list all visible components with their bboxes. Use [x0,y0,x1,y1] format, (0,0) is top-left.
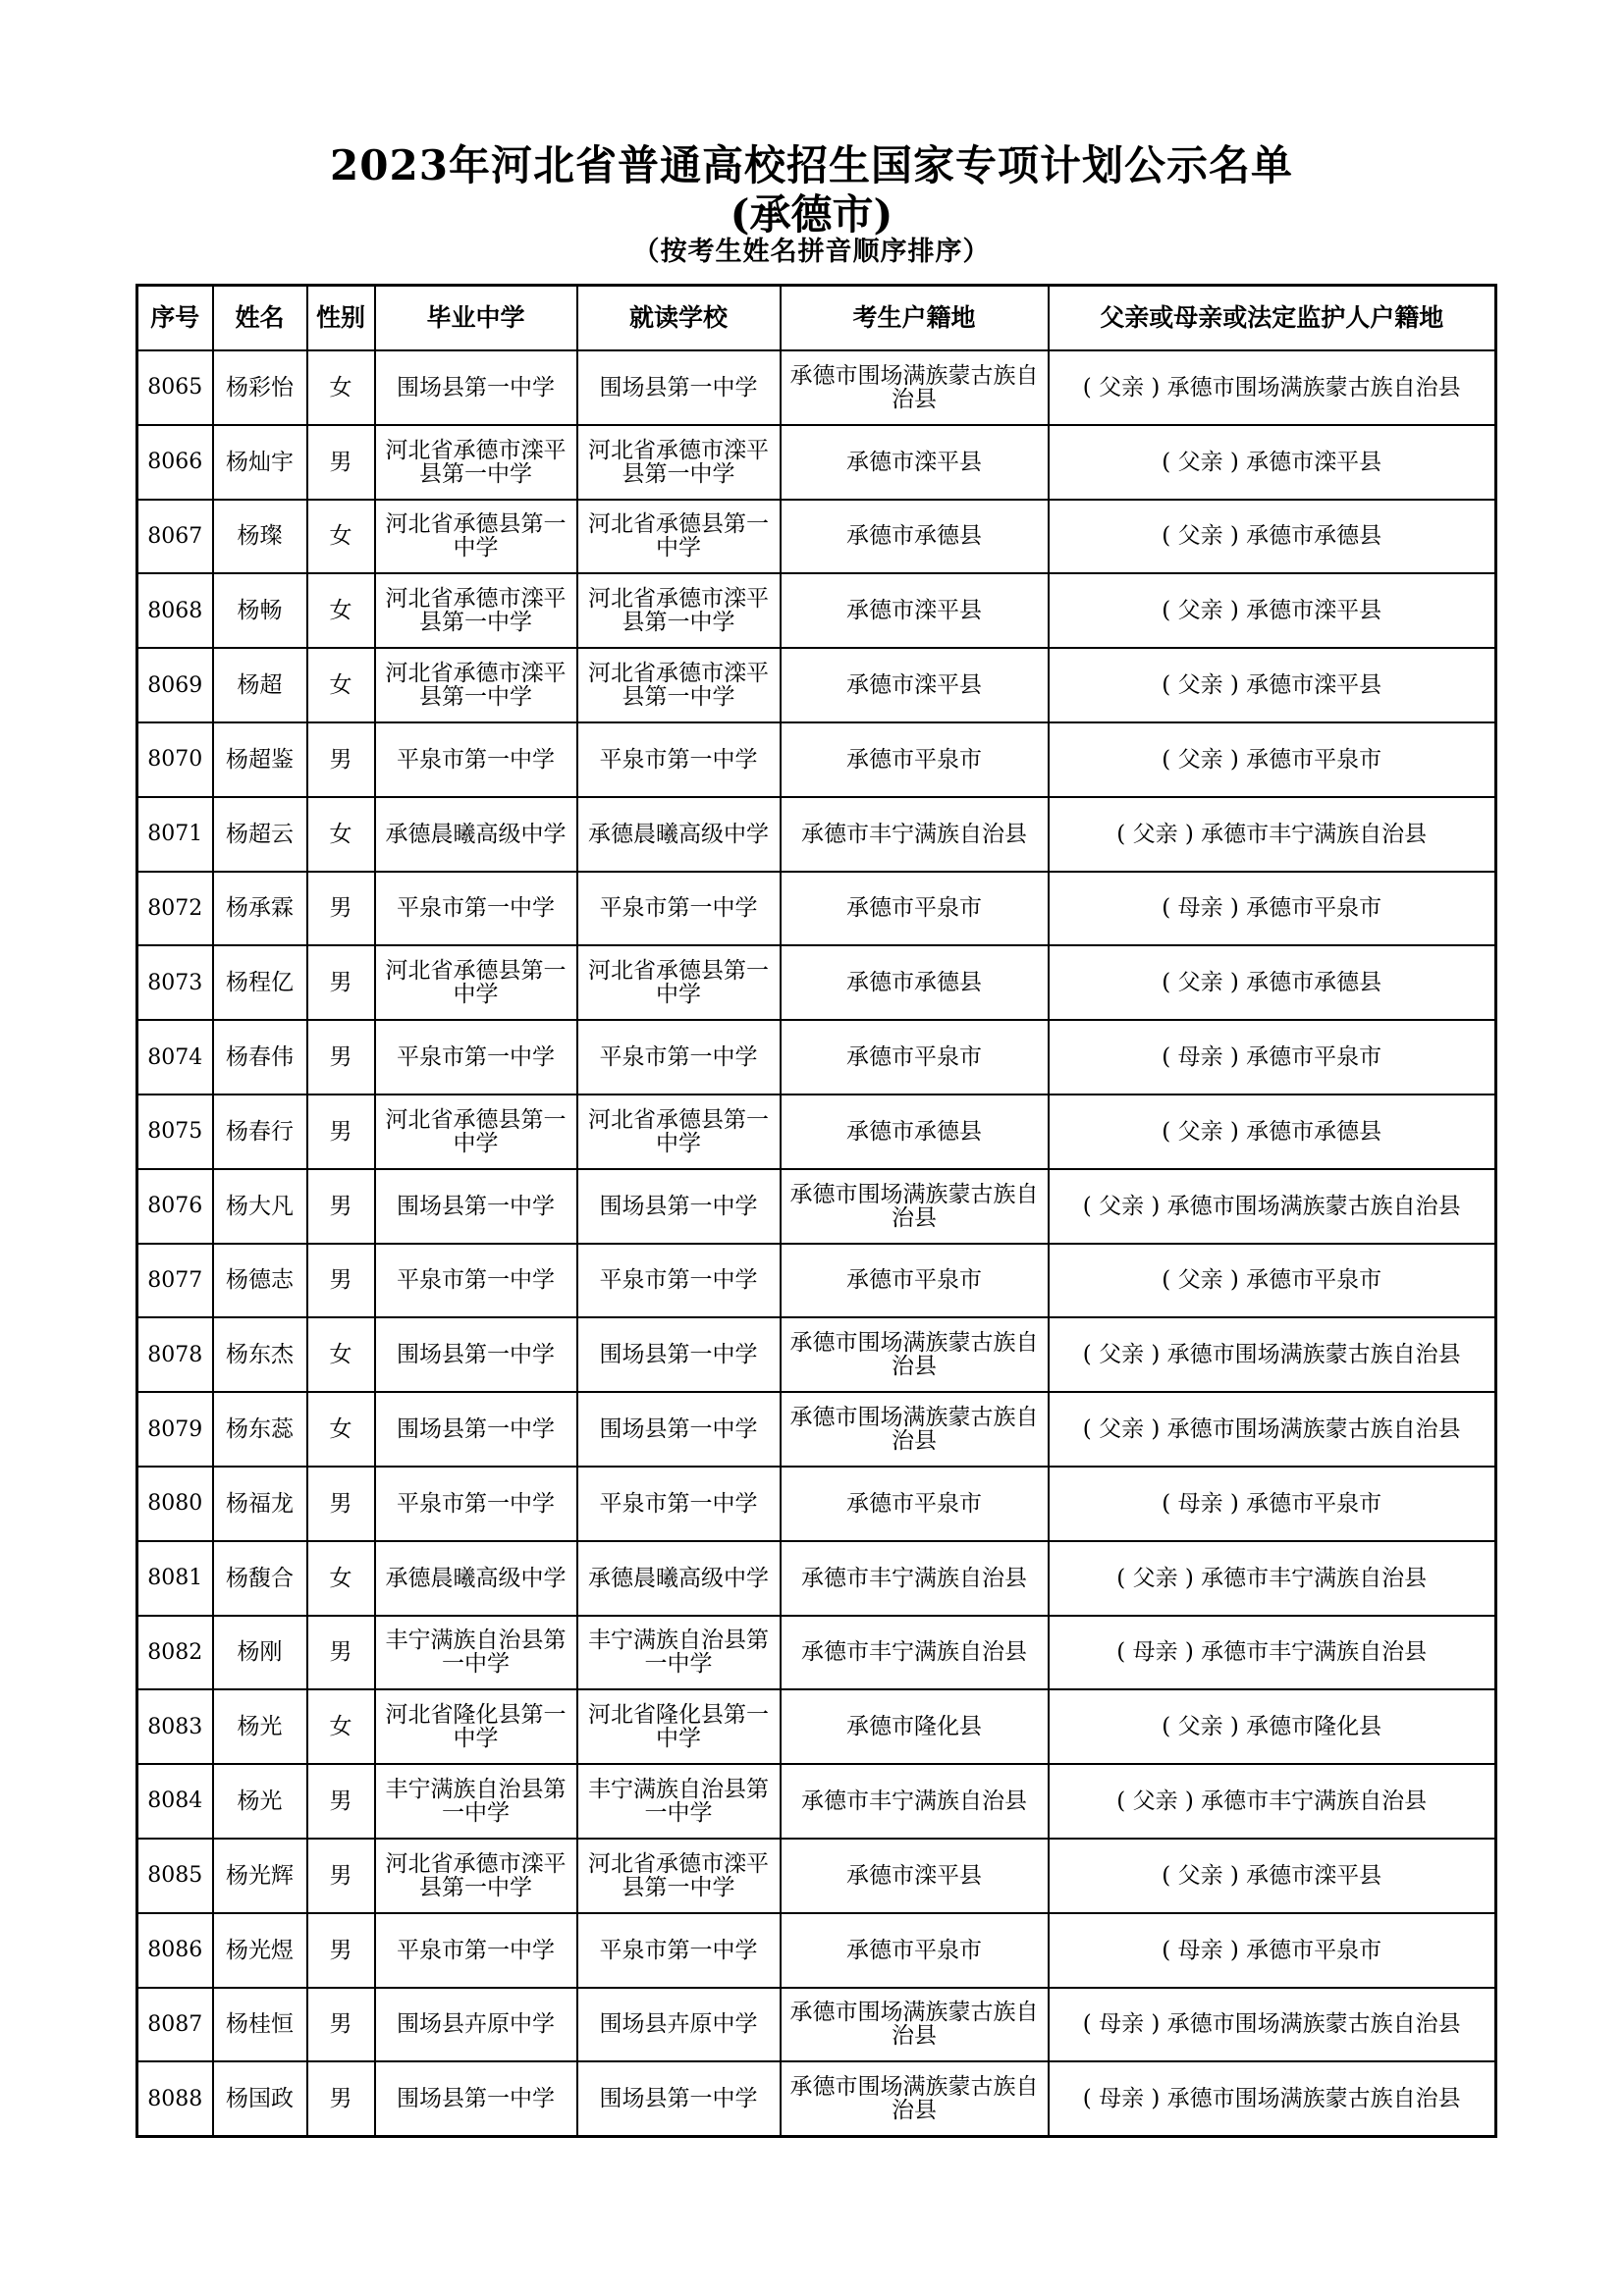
table-row [137,1689,1496,1764]
cell-gender: 女 [307,1541,375,1616]
cell-current-school: 河北省隆化县第一中学 [577,1689,781,1764]
cell-graduated-school: 围场县第一中学 [375,2061,577,2136]
cell-name: 杨刚 [213,1616,307,1690]
cell-name: 杨超 [213,648,307,722]
cell-serial: 8083 [137,1689,213,1764]
table-row [137,1317,1496,1392]
cell-gender: 男 [307,722,375,797]
cell-serial: 8081 [137,1541,213,1616]
cell-graduated-school: 平泉市第一中学 [375,1020,577,1095]
cell-guardian-hukou: ( 父亲 ) 承德市丰宁满族自治县 [1049,1764,1496,1839]
cell-student-hukou: 承德市平泉市 [781,1913,1049,1988]
table-row [137,1467,1496,1541]
cell-guardian-hukou: ( 母亲 ) 承德市丰宁满族自治县 [1049,1616,1496,1690]
cell-graduated-school: 河北省承德市滦平县第一中学 [375,648,577,722]
cell-guardian-hukou: ( 父亲 ) 承德市滦平县 [1049,648,1496,722]
cell-name: 杨东杰 [213,1317,307,1392]
cell-student-hukou: 承德市围场满族蒙古族自治县 [781,1169,1049,1244]
cell-graduated-school: 平泉市第一中学 [375,1913,577,1988]
cell-current-school: 围场县第一中学 [577,2061,781,2136]
cell-student-hukou: 承德市丰宁满族自治县 [781,1764,1049,1839]
cell-graduated-school: 平泉市第一中学 [375,872,577,946]
cell-graduated-school: 平泉市第一中学 [375,722,577,797]
table-row [137,1616,1496,1690]
cell-name: 杨东蕊 [213,1392,307,1467]
cell-name: 杨福龙 [213,1467,307,1541]
cell-student-hukou: 承德市承德县 [781,1095,1049,1169]
cell-current-school: 河北省承德市滦平县第一中学 [577,1839,781,1913]
cell-guardian-hukou: ( 父亲 ) 承德市平泉市 [1049,722,1496,797]
table-row [137,1244,1496,1318]
table-row [137,1169,1496,1244]
cell-serial: 8077 [137,1244,213,1318]
cell-current-school: 围场县第一中学 [577,1317,781,1392]
cell-student-hukou: 承德市围场满族蒙古族自治县 [781,1392,1049,1467]
cell-gender: 女 [307,648,375,722]
cell-student-hukou: 承德市滦平县 [781,648,1049,722]
cell-graduated-school: 围场县卉原中学 [375,1988,577,2062]
cell-graduated-school: 围场县第一中学 [375,1317,577,1392]
cell-graduated-school: 围场县第一中学 [375,350,577,425]
cell-guardian-hukou: ( 父亲 ) 承德市围场满族蒙古族自治县 [1049,1317,1496,1392]
cell-current-school: 平泉市第一中学 [577,722,781,797]
cell-student-hukou: 承德市平泉市 [781,1467,1049,1541]
cell-serial: 8085 [137,1839,213,1913]
cell-current-school: 围场县第一中学 [577,1169,781,1244]
cell-gender: 女 [307,797,375,872]
cell-guardian-hukou: ( 父亲 ) 承德市丰宁满族自治县 [1049,1541,1496,1616]
table-row [137,1020,1496,1095]
cell-serial: 8075 [137,1095,213,1169]
cell-current-school: 河北省承德市滦平县第一中学 [577,573,781,648]
table-row [137,648,1496,722]
cell-name: 杨光辉 [213,1839,307,1913]
cell-serial: 8074 [137,1020,213,1095]
cell-serial: 8069 [137,648,213,722]
cell-gender: 男 [307,425,375,500]
cell-graduated-school: 河北省承德县第一中学 [375,1095,577,1169]
cell-graduated-school: 河北省承德县第一中学 [375,500,577,574]
cell-current-school: 围场县第一中学 [577,350,781,425]
cell-guardian-hukou: ( 母亲 ) 承德市平泉市 [1049,1467,1496,1541]
cell-guardian-hukou: ( 母亲 ) 承德市平泉市 [1049,872,1496,946]
table-row [137,945,1496,1020]
cell-gender: 男 [307,1169,375,1244]
col-header-name: 姓名 [213,286,307,351]
cell-current-school: 平泉市第一中学 [577,1244,781,1318]
cell-gender: 男 [307,1244,375,1318]
table-row [137,797,1496,872]
col-header-guardian-hukou: 父亲或母亲或法定监护人户籍地 [1049,286,1496,351]
cell-gender: 男 [307,872,375,946]
cell-graduated-school: 河北省隆化县第一中学 [375,1689,577,1764]
cell-name: 杨春伟 [213,1020,307,1095]
cell-name: 杨光 [213,1689,307,1764]
cell-serial: 8082 [137,1616,213,1690]
cell-graduated-school: 河北省承德市滦平县第一中学 [375,425,577,500]
cell-guardian-hukou: ( 父亲 ) 承德市围场满族蒙古族自治县 [1049,1169,1496,1244]
cell-gender: 女 [307,1689,375,1764]
cell-name: 杨馥合 [213,1541,307,1616]
cell-guardian-hukou: ( 父亲 ) 承德市围场满族蒙古族自治县 [1049,350,1496,425]
table-row [137,722,1496,797]
cell-serial: 8086 [137,1913,213,1988]
cell-name: 杨彩怡 [213,350,307,425]
page-subtitle-city: (承德市) [730,190,893,239]
cell-gender: 男 [307,1616,375,1690]
cell-serial: 8078 [137,1317,213,1392]
cell-guardian-hukou: ( 母亲 ) 承德市平泉市 [1049,1020,1496,1095]
cell-current-school: 丰宁满族自治县第一中学 [577,1616,781,1690]
table-row [137,573,1496,648]
cell-student-hukou: 承德市围场满族蒙古族自治县 [781,350,1049,425]
cell-student-hukou: 承德市滦平县 [781,1839,1049,1913]
table-row [137,1839,1496,1913]
cell-serial: 8073 [137,945,213,1020]
cell-serial: 8071 [137,797,213,872]
cell-guardian-hukou: ( 父亲 ) 承德市承德县 [1049,945,1496,1020]
cell-name: 杨桂恒 [213,1988,307,2062]
cell-guardian-hukou: ( 父亲 ) 承德市围场满族蒙古族自治县 [1049,1392,1496,1467]
cell-current-school: 承德晨曦高级中学 [577,797,781,872]
cell-current-school: 丰宁满族自治县第一中学 [577,1764,781,1839]
cell-serial: 8065 [137,350,213,425]
cell-student-hukou: 承德市丰宁满族自治县 [781,1616,1049,1690]
cell-serial: 8080 [137,1467,213,1541]
col-header-serial: 序号 [137,286,213,351]
cell-student-hukou: 承德市平泉市 [781,722,1049,797]
table-row [137,872,1496,946]
table-row [137,425,1496,500]
cell-student-hukou: 承德市平泉市 [781,872,1049,946]
cell-graduated-school: 河北省承德市滦平县第一中学 [375,573,577,648]
cell-serial: 8088 [137,2061,213,2136]
cell-current-school: 围场县第一中学 [577,1392,781,1467]
cell-name: 杨畅 [213,573,307,648]
cell-name: 杨承霖 [213,872,307,946]
roster-table [135,284,1497,2138]
cell-student-hukou: 承德市承德县 [781,945,1049,1020]
cell-graduated-school: 平泉市第一中学 [375,1467,577,1541]
cell-graduated-school: 平泉市第一中学 [375,1244,577,1318]
cell-guardian-hukou: ( 父亲 ) 承德市承德县 [1049,500,1496,574]
cell-serial: 8068 [137,573,213,648]
cell-serial: 8070 [137,722,213,797]
cell-guardian-hukou: ( 母亲 ) 承德市平泉市 [1049,1913,1496,1988]
cell-student-hukou: 承德市围场满族蒙古族自治县 [781,2061,1049,2136]
cell-student-hukou: 承德市承德县 [781,500,1049,574]
cell-guardian-hukou: ( 母亲 ) 承德市围场满族蒙古族自治县 [1049,1988,1496,2062]
cell-guardian-hukou: ( 母亲 ) 承德市围场满族蒙古族自治县 [1049,2061,1496,2136]
cell-student-hukou: 承德市滦平县 [781,425,1049,500]
cell-student-hukou: 承德市围场满族蒙古族自治县 [781,1988,1049,2062]
table-row [137,1095,1496,1169]
page-title: 2023年河北省普通高校招生国家专项计划公示名单 [330,141,1293,189]
cell-name: 杨国政 [213,2061,307,2136]
cell-gender: 女 [307,350,375,425]
table-row [137,2061,1496,2136]
cell-serial: 8067 [137,500,213,574]
cell-current-school: 平泉市第一中学 [577,1467,781,1541]
cell-student-hukou: 承德市围场满族蒙古族自治县 [781,1317,1049,1392]
cell-serial: 8087 [137,1988,213,2062]
cell-current-school: 河北省承德市滦平县第一中学 [577,425,781,500]
col-header-gender: 性别 [307,286,375,351]
cell-guardian-hukou: ( 父亲 ) 承德市平泉市 [1049,1244,1496,1318]
cell-graduated-school: 丰宁满族自治县第一中学 [375,1616,577,1690]
cell-student-hukou: 承德市平泉市 [781,1244,1049,1318]
cell-graduated-school: 承德晨曦高级中学 [375,797,577,872]
cell-guardian-hukou: ( 父亲 ) 承德市滦平县 [1049,573,1496,648]
page-subtitle-sort-note: （按考生姓名拼音顺序排序） [632,237,991,267]
cell-guardian-hukou: ( 父亲 ) 承德市滦平县 [1049,1839,1496,1913]
cell-current-school: 河北省承德县第一中学 [577,1095,781,1169]
cell-name: 杨光煜 [213,1913,307,1988]
cell-gender: 男 [307,1988,375,2062]
cell-graduated-school: 围场县第一中学 [375,1392,577,1467]
table-row [137,1392,1496,1467]
cell-current-school: 平泉市第一中学 [577,1913,781,1988]
col-header-current-school: 就读学校 [577,286,781,351]
table-row [137,1988,1496,2062]
cell-serial: 8076 [137,1169,213,1244]
cell-name: 杨灿宇 [213,425,307,500]
cell-student-hukou: 承德市滦平县 [781,573,1049,648]
table-row [137,500,1496,574]
cell-name: 杨光 [213,1764,307,1839]
cell-gender: 女 [307,500,375,574]
cell-student-hukou: 承德市平泉市 [781,1020,1049,1095]
cell-name: 杨超云 [213,797,307,872]
cell-current-school: 承德晨曦高级中学 [577,1541,781,1616]
cell-gender: 女 [307,573,375,648]
cell-gender: 女 [307,1392,375,1467]
table-row [137,1541,1496,1616]
cell-gender: 男 [307,1913,375,1988]
table-row [137,1764,1496,1839]
cell-serial: 8066 [137,425,213,500]
cell-serial: 8072 [137,872,213,946]
cell-guardian-hukou: ( 父亲 ) 承德市承德县 [1049,1095,1496,1169]
cell-gender: 女 [307,1317,375,1392]
cell-graduated-school: 围场县第一中学 [375,1169,577,1244]
cell-gender: 男 [307,1467,375,1541]
cell-student-hukou: 承德市丰宁满族自治县 [781,1541,1049,1616]
table-row [137,350,1496,425]
cell-gender: 男 [307,1095,375,1169]
table-header-row [137,286,1496,351]
cell-current-school: 河北省承德县第一中学 [577,945,781,1020]
cell-graduated-school: 丰宁满族自治县第一中学 [375,1764,577,1839]
cell-serial: 8084 [137,1764,213,1839]
cell-graduated-school: 河北省承德市滦平县第一中学 [375,1839,577,1913]
cell-current-school: 平泉市第一中学 [577,872,781,946]
cell-serial: 8079 [137,1392,213,1467]
cell-current-school: 河北省承德市滦平县第一中学 [577,648,781,722]
cell-gender: 男 [307,2061,375,2136]
col-header-graduated-school: 毕业中学 [375,286,577,351]
cell-current-school: 平泉市第一中学 [577,1020,781,1095]
cell-graduated-school: 河北省承德县第一中学 [375,945,577,1020]
cell-guardian-hukou: ( 父亲 ) 承德市滦平县 [1049,425,1496,500]
table-row [137,1913,1496,1988]
cell-guardian-hukou: ( 父亲 ) 承德市隆化县 [1049,1689,1496,1764]
cell-student-hukou: 承德市丰宁满族自治县 [781,797,1049,872]
cell-guardian-hukou: ( 父亲 ) 承德市丰宁满族自治县 [1049,797,1496,872]
cell-name: 杨大凡 [213,1169,307,1244]
cell-gender: 男 [307,1839,375,1913]
cell-name: 杨德志 [213,1244,307,1318]
cell-name: 杨超鉴 [213,722,307,797]
cell-gender: 男 [307,945,375,1020]
cell-name: 杨春行 [213,1095,307,1169]
cell-graduated-school: 承德晨曦高级中学 [375,1541,577,1616]
cell-name: 杨程亿 [213,945,307,1020]
cell-gender: 男 [307,1764,375,1839]
cell-current-school: 围场县卉原中学 [577,1988,781,2062]
cell-gender: 男 [307,1020,375,1095]
cell-current-school: 河北省承德县第一中学 [577,500,781,574]
cell-name: 杨璨 [213,500,307,574]
cell-student-hukou: 承德市隆化县 [781,1689,1049,1764]
col-header-student-hukou: 考生户籍地 [781,286,1049,351]
